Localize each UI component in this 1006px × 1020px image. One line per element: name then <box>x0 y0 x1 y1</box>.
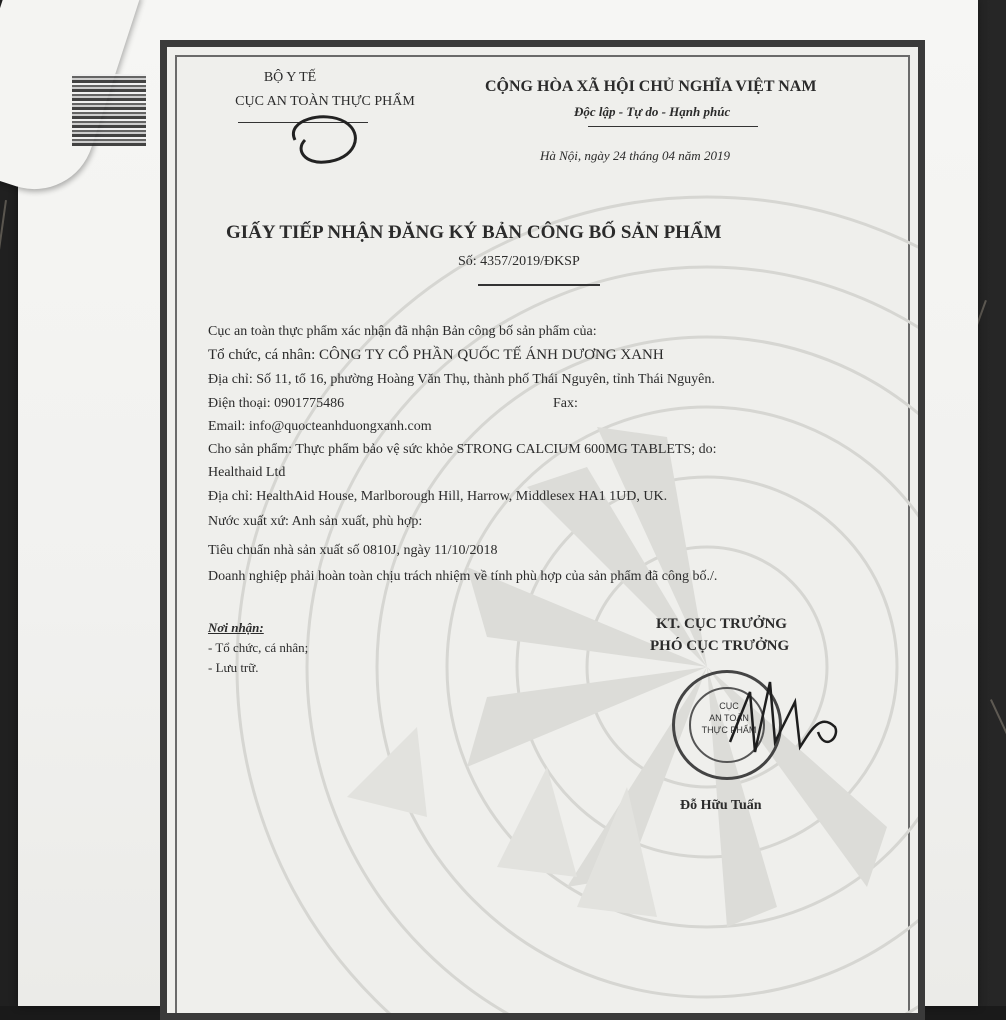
motto-underline <box>588 126 758 127</box>
email: Email: info@quocteanhduongxanh.com <box>208 419 432 434</box>
responsibility-statement: Doanh nghiệp phải hoàn toàn chịu trách nhiệm về tính phù hợp của sản phẩm đã công bố./. <box>208 569 718 584</box>
recipient-item: - Lưu trữ. <box>208 660 259 675</box>
certificate-frame <box>160 40 925 1020</box>
product-line-1: Cho sản phẩm: Thực phẩm bảo vệ sức khỏe STRONG CALCIUM 600MG TABLETS; do: <box>208 442 717 457</box>
document-number: Số: 4357/2019/ĐKSP <box>458 254 580 269</box>
seal-text-line-2: AN TOÀN <box>709 713 749 723</box>
place-date: Hà Nội, ngày 24 tháng 04 năm 2019 <box>540 148 730 163</box>
fax: Fax: <box>553 396 578 411</box>
recipient-item: - Tổ chức, cá nhân; <box>208 640 309 655</box>
seal-text-line-1: CỤC <box>719 701 739 711</box>
phone: Điện thoại: 0901775486 <box>208 396 345 411</box>
standard: Tiêu chuẩn nhà sản xuất số 0810J, ngày 11/10/2018 <box>208 543 498 558</box>
recipients-label: Nơi nhận: <box>208 620 264 635</box>
signer-name: Đỗ Hữu Tuấn <box>680 798 762 813</box>
signature-flourish-icon <box>285 110 375 170</box>
product-line-2: Healthaid Ltd <box>208 465 286 480</box>
signer-title-2: PHÓ CỤC TRƯỞNG <box>650 638 790 654</box>
qr-code <box>72 74 146 146</box>
bronze-drum-watermark <box>167 47 918 1013</box>
country-name: CỘNG HÒA XÃ HỘI CHỦ NGHĨA VIỆT NAM <box>485 78 817 95</box>
handwritten-signature <box>700 672 850 762</box>
intro-text: Cục an toàn thực phẩm xác nhận đã nhận Bản công bố sản phẩm của: <box>208 324 597 339</box>
seal-text-line-3: THỰC PHẨM <box>701 725 757 735</box>
signer-title-1: KT. CỤC TRƯỞNG <box>656 616 787 632</box>
document-title: GIẤY TIẾP NHẬN ĐĂNG KÝ BẢN CÔNG BỐ SẢN PHẨM <box>226 222 722 243</box>
manufacturer-address: Địa chỉ: HealthAid House, Marlborough Hill, Harrow, Middlesex HA1 1UD, UK. <box>208 489 668 504</box>
origin: Nước xuất xứ: Anh sản xuất, phù hợp: <box>208 514 423 529</box>
motto: Độc lập - Tự do - Hạnh phúc <box>574 104 731 119</box>
ministry-name: BỘ Y TẾ <box>263 70 317 85</box>
organization: Tổ chức, cá nhân: CÔNG TY CỔ PHẦN QUỐC TẾ ÁNH DƯƠNG XANH <box>208 347 664 363</box>
title-underline <box>478 284 600 286</box>
department-name: CỤC AN TOÀN THỰC PHẨM <box>235 94 415 109</box>
address: Địa chỉ: Số 11, tổ 16, phường Hoàng Văn Thụ, thành phố Thái Nguyên, tỉnh Thái Nguyên. <box>208 372 715 387</box>
